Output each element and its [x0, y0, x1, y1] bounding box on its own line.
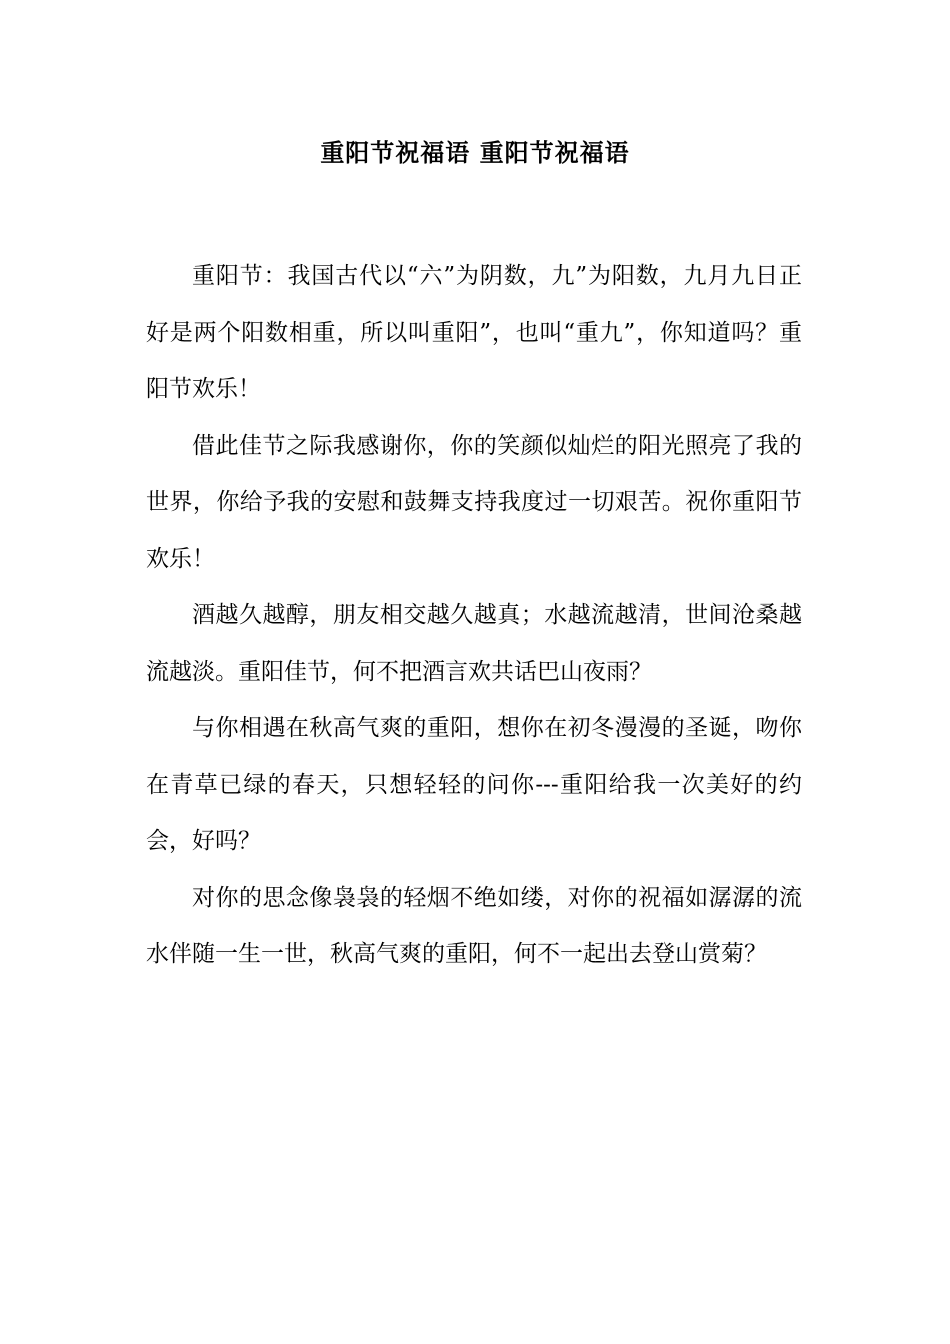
document-body [146, 248, 802, 983]
paragraph-2: 借此佳节之际我感谢你，你的笑颜似灿烂的阳光照亮了我的世界，你给予我的安慰和鼓舞支持我度过一切艰苦。祝你重阳节欢乐！ [146, 432, 802, 572]
paragraph-3: 酒越久越醇，朋友相交越久越真；水越流越清，世间沧桑越流越淡。重阳佳节，何不把酒言欢共话巴山夜雨？ [146, 602, 802, 685]
paragraph-1: 重阳节：我国古代以“六”为阴数，九”为阳数，九月九日正好是两个阳数相重，所以叫重阳”，也叫“重九”，你知道吗？重阳节欢乐！ [146, 263, 802, 402]
paragraph-5: 对你的思念像袅袅的轻烟不绝如缕，对你的祝福如潺潺的流水伴随一生一世，秋高气爽的重阳，何不一起出去登山赏菊？ [146, 884, 802, 967]
paragraph-4: 与你相遇在秋高气爽的重阳，想你在初冬漫漫的圣诞，吻你在青草已绿的春天，只想轻轻的问你---重阳给我一次美好的约会，好吗？ [146, 715, 802, 854]
document-title: 重阳节祝福语 重阳节祝福语 [320, 138, 630, 167]
